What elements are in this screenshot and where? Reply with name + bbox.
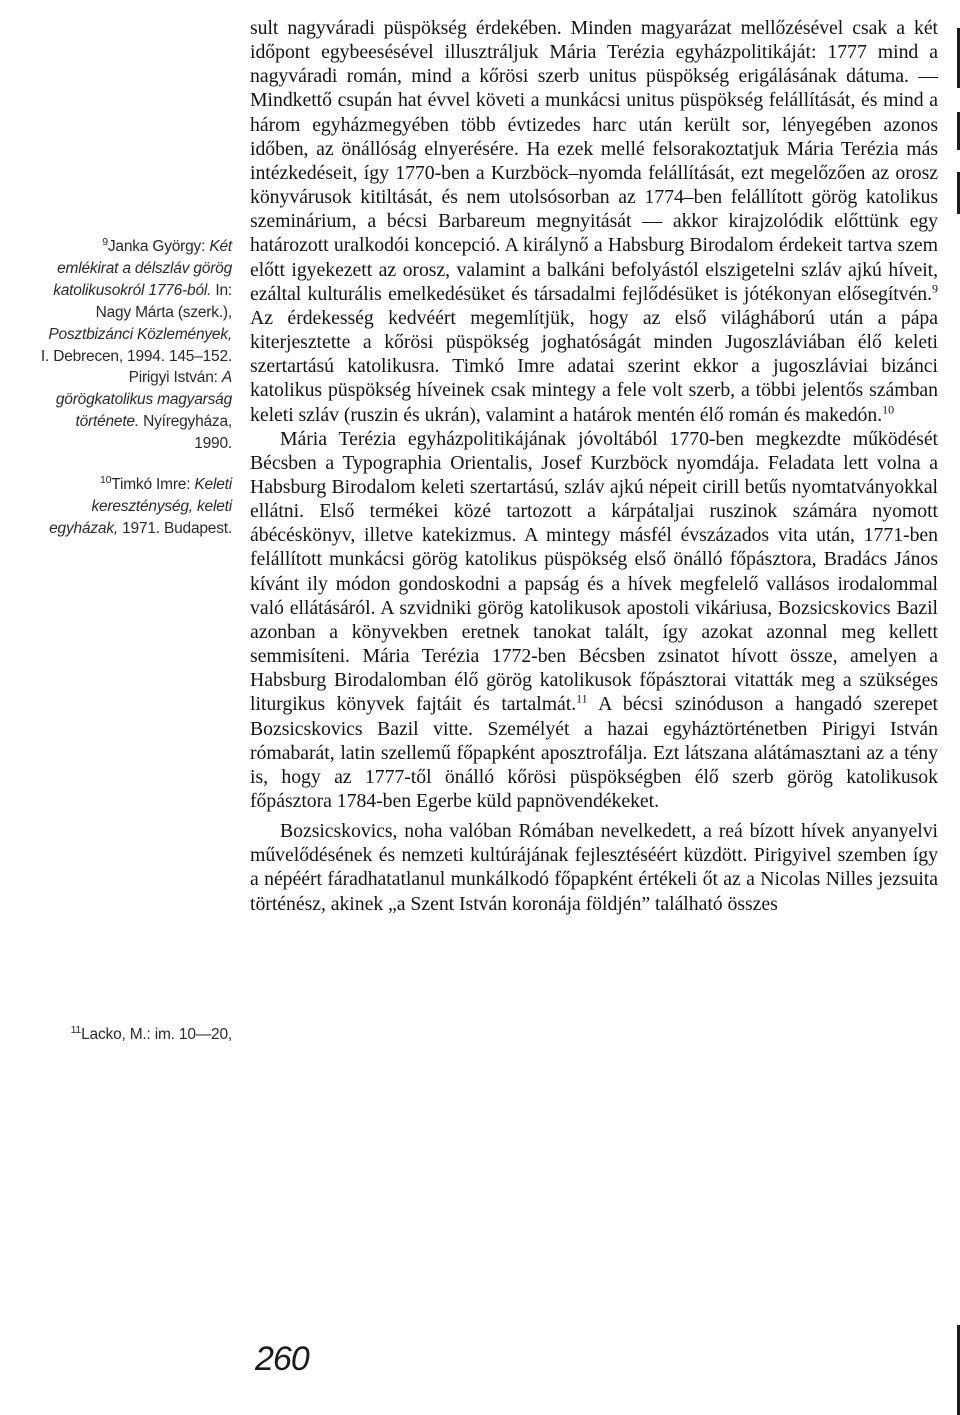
footnote-title: Két emlékirat a délszláv görög katolikusokról 1776-ból. [53, 238, 232, 299]
footnote-text: Lacko, M.: im. 10—20, [81, 1026, 232, 1043]
footnote-title: A görögkatolikus magyarság története. [55, 369, 232, 431]
footnote-11 [40, 1024, 232, 1046]
footnote-10 [40, 474, 232, 540]
footnote-series: Posztbizánci Közlemények, [48, 325, 232, 343]
paragraph-text: Az érdekesség kedvéért megemlítjük, hogy az első világháború után a pápa kiterjesztette a kőrösi püspökség joghatóságát minden Jugoszláviában élő keleti szertartású katolikusra. Timkó Imre adatai szerint ekkor a jugoszláviai bizánci katolikus püspökség híveinek csak mintegy a fele volt szerb, a többi jelentős számban keleti szláv (ruszin és ukrán), valamint a határok mentén élő román és makedón. [250, 306, 938, 426]
paragraph-text: Bozsicskovics, noha valóban Rómában nevelkedett, a reá bízott hívek anyanyelvi művelődésének és nemzeti kultúrájának fejlesztéséért küzdött. Pirigyivel szemben így a népéért fáradhatatlanul munkálkodó főpapként értékeli őt az a Nicolas Nilles jezsuita történész, akinek „a Szent István koronája földjén” található összes [250, 820, 938, 915]
footnote-number: 10 [100, 473, 112, 486]
footnote-number: 11 [70, 1023, 82, 1036]
footnote-reference: 11 [576, 691, 588, 706]
footnote-author: Janka György: [107, 238, 206, 255]
footnote-reference: 10 [882, 401, 895, 416]
footnote-reference: 9 [932, 281, 938, 296]
footnote-author: Timkó Imre: [111, 476, 191, 494]
footnote-title: Keleti kereszténység, keleti egyházak, [49, 476, 232, 537]
footnote-text: I. Debrecen, 1994. 145–152. Pirigyi István: [40, 347, 232, 387]
footnote-text: In: Nagy Márta (szerk.), [95, 281, 232, 321]
footnote-number: 9 [102, 235, 108, 248]
margin-notes [40, 235, 232, 1043]
paragraph-text: Mária Terézia egyházpolitikájának jóvoltából 1770-ben megkezdte működését Bécsben a Typographia Orientalis, Josef Kurzböck nyomdája. Feladata lett volna a Habsburg Birodalom keleti szertartású, szláv ajkú népeit cirill betűs nyomtatványokkal ellátni. Első termékei közé tartozott a kárpátaljai ruszinok számára nyomott ábécéskönyv, illetve katekizmus. A mintegy másfél évszázados vita után, 1771-ben felállított munkácsi görög katolikus püspökség első önálló főpásztora, Bradács János kívánt ily módon gondoskodni a papság és a hívek megfelelő vallásos irodalommal való ellátásáról. A szvidniki görög katolikusok apostoli vikáriusa, Bozsicskovics Bazil azonban a könyvekben eretnek tanokat talált, így azokat azonnal meg kellett semmisíteni. Mária Terézia 1772-ben Bécsben zsinatot hívott össze, amelyen a Habsburg Birodalomban élő görög katolikusok főpásztorai vitatták meg a szükséges liturgikus könyvek fajtáit és tartalmát. [250, 427, 938, 716]
paragraph-1 [250, 16, 938, 427]
footnote-text: 1971. Budapest. [122, 519, 232, 537]
main-text-column [250, 16, 938, 916]
footnote-9 [40, 236, 232, 455]
paragraph-3 [250, 819, 938, 916]
paragraph-text: A bécsi szinóduson a hangadó szerepet Bozsicskovics Bazil vitte. Személyét a hazai egyháztörténetben Pirigyi István rómabarát, latin szellemű főpapként aposztrofálja. Ezt látszana alátámasztani az a tény is, hogy az 1777-től önálló kőrösi püspökségben élő szerb görög katolikusok főpásztora 1784-ben Egerbe küld papnövendékeket. [250, 693, 938, 812]
paragraph-2 [250, 427, 938, 814]
footnote-text: Nyíregyháza, 1990. [143, 413, 232, 453]
paragraph-text: sult nagyváradi püspökség érdekében. Minden magyarázat mellőzésével csak a két időpont egybeesésével illusztráljuk Mária Terézia egyházpolitikáját: 1777 mind a nagyváradi román, mind a kőrösi szerb unitus püspökség erigálásának dátuma. — Mindkettő csupán hat évvel követi a munkácsi unitus püspökség felállítását, és mind a három egyházmegyében több évtizedes harc után került sor, lényegében azonos időben, az önállóság elnyerésére. Ha ezek mellé felsorakoztatjuk Mária Terézia más intézkedéseit, így 1770-ben a Kurzböck–nyomda felállítását, ezt megelőzően az orosz könyvárusok kitiltását, és nem utolsósorban az 1774–ben felállított görög katolikus szeminárium, a bécsi Barbareum megnyitását — akkor kirajzolódik előttünk egy határozott uralkodói koncepció. A királynő a Habsburg Birodalom érdekeit tartva szem előtt igyekezett az orosz, valamint a balkáni befolyástól elszigetelni szláv ajkú híveit, ezáltal kulturális emelkedésüket és társadalmi fejlődésüket is jótékonyan elősegítvén. [250, 17, 938, 305]
page-number: 260 [255, 1340, 309, 1378]
